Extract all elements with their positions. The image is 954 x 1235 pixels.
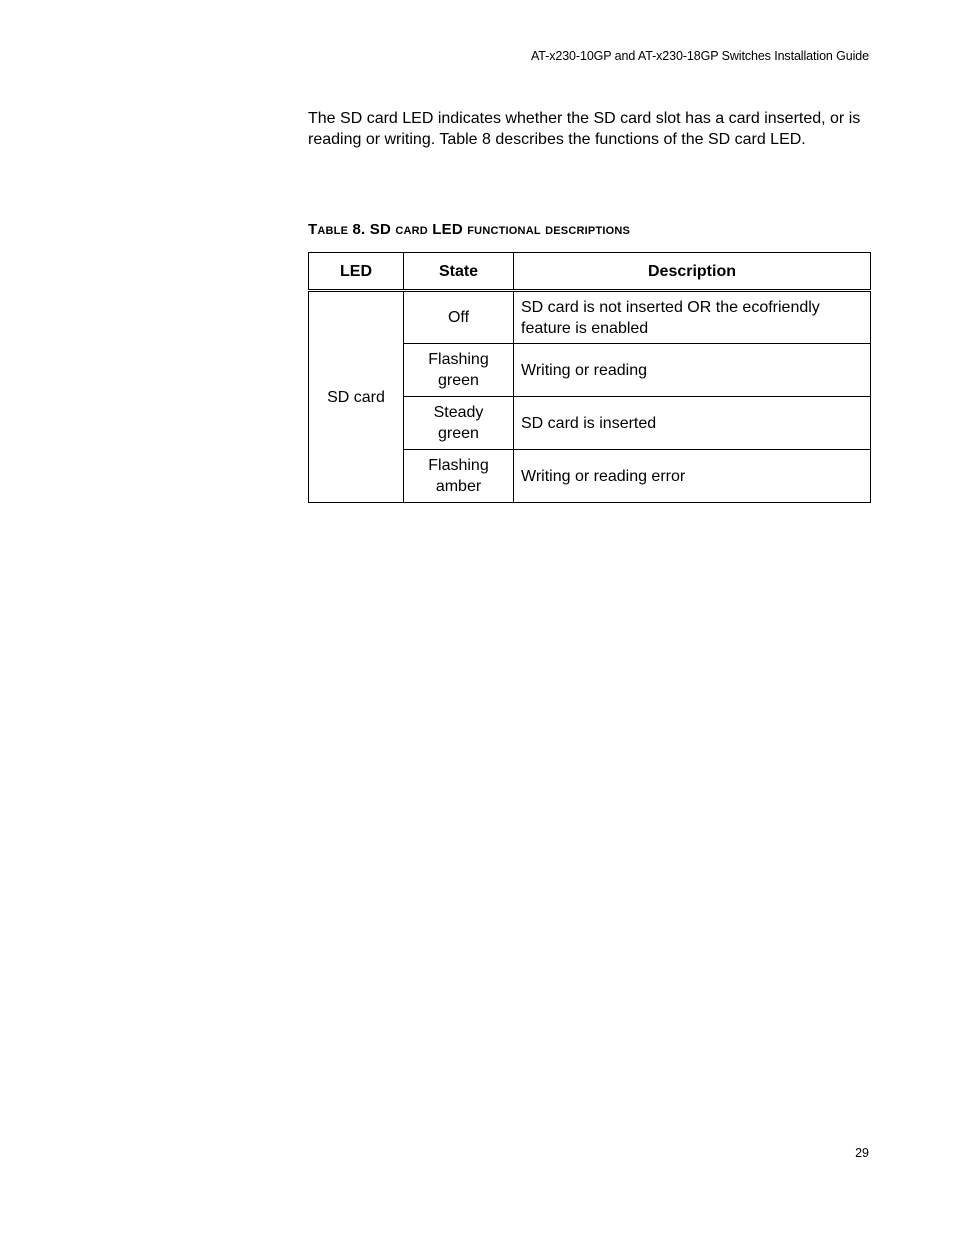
page-number: 29: [855, 1146, 869, 1160]
intro-paragraph: The SD card LED indicates whether the SD card slot has a card inserted, or is reading or writing. Table 8 describes the functions of the SD card LED.: [308, 110, 861, 148]
table-row: [309, 291, 871, 344]
led-name-cell: SD card: [309, 291, 404, 503]
header-led: LED: [309, 253, 404, 291]
header-description: Description: [514, 253, 871, 291]
description-cell: SD card is inserted: [514, 397, 871, 450]
header-state: State: [404, 253, 514, 291]
description-cell: Writing or reading: [514, 344, 871, 397]
led-function-table: [308, 252, 871, 503]
state-cell: Flashing green: [404, 344, 514, 397]
state-cell: Steady green: [404, 397, 514, 450]
description-cell: Writing or reading error: [514, 450, 871, 503]
state-cell: Flashing amber: [404, 450, 514, 503]
table-header-row: [309, 253, 871, 291]
description-cell: SD card is not inserted OR the ecofriendly feature is enabled: [514, 291, 871, 344]
running-header: AT-x230-10GP and AT-x230-18GP Switches Installation Guide: [530, 49, 869, 63]
state-cell: Off: [404, 291, 514, 344]
table-caption: Table 8. SD card LED functional descriptions: [308, 221, 631, 238]
